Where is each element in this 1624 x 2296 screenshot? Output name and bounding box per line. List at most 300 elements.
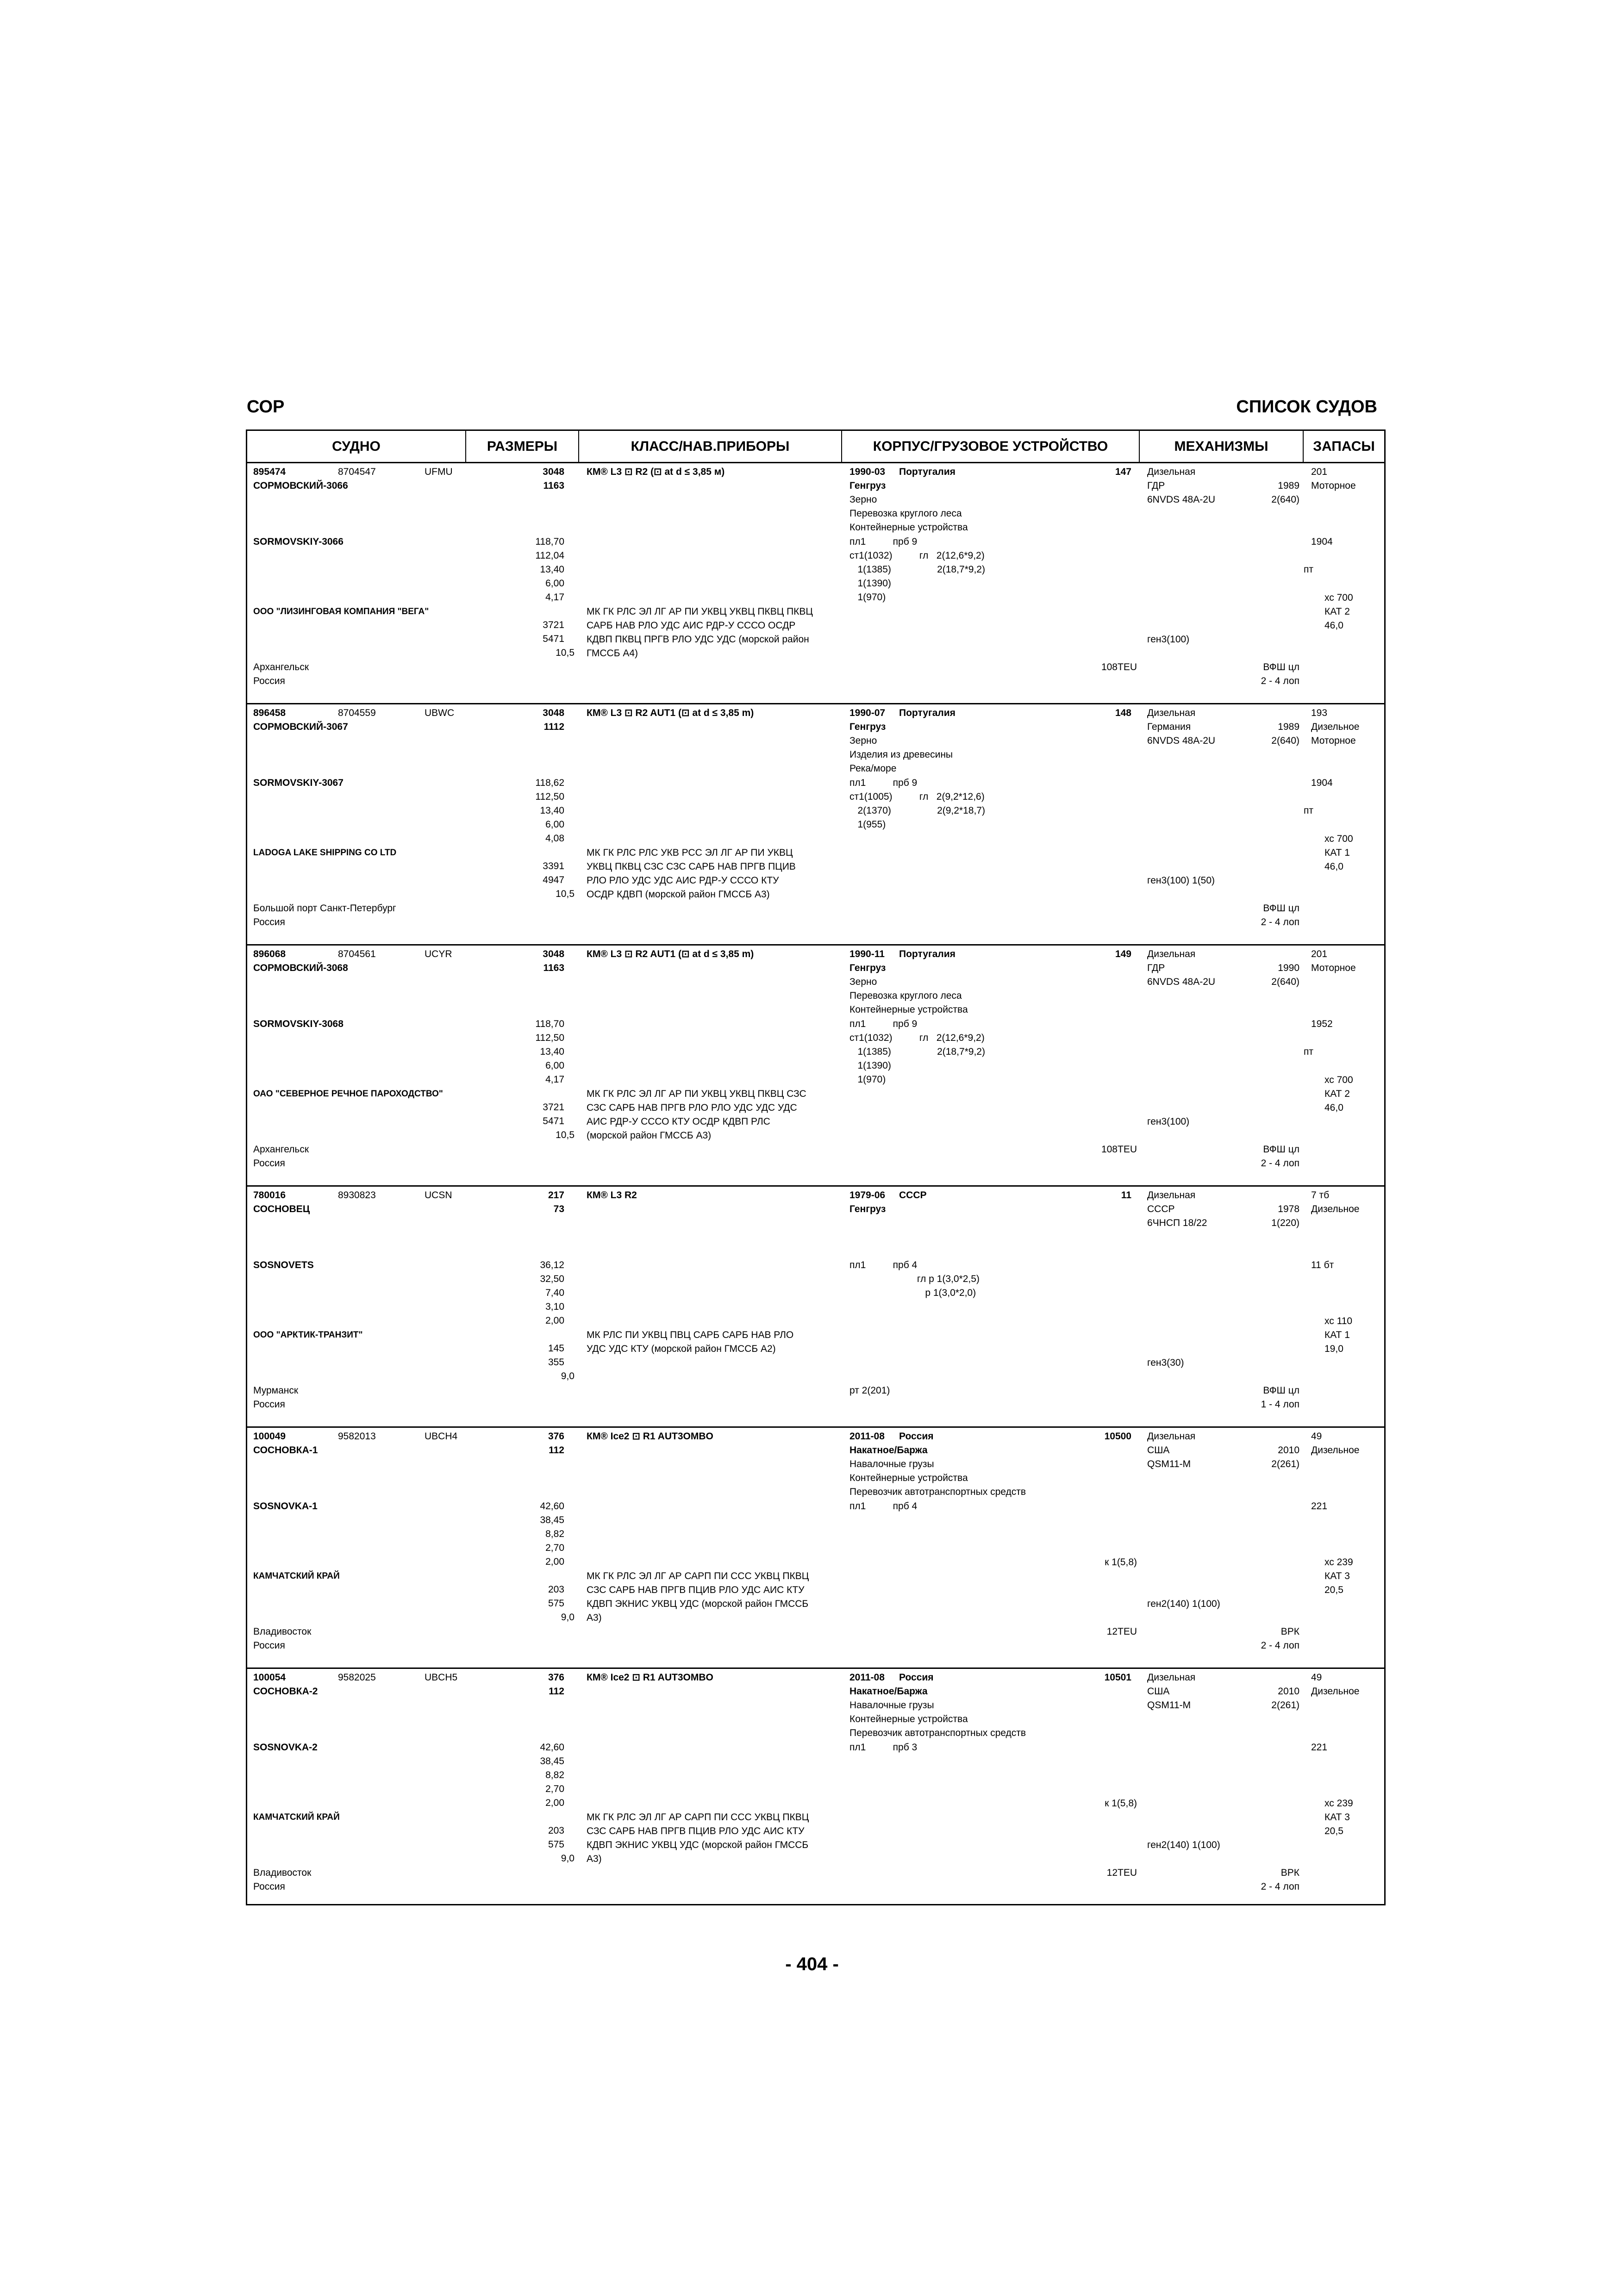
fuel-type: Дизельное [1311, 722, 1360, 732]
dims-block [466, 776, 564, 846]
text-line: Зерно [849, 735, 877, 746]
supply-4: КАТ 2 [1324, 606, 1350, 617]
text-line: МК ГК РЛС РЛС УКВ РСС ЭЛ ЛГ АР ПИ УКВЦ [587, 847, 793, 858]
tonnage-block [466, 1824, 564, 1852]
hull-type: Накатное/Баржа [849, 1686, 928, 1697]
text-line: 1(1390) [849, 578, 891, 589]
text-line: Контейнерные устройства [849, 1473, 968, 1483]
class-notation: КМ® Ice2 ⊡ R1 AUT3OMBO [587, 1431, 713, 1442]
supply-3: хс 700 [1324, 592, 1353, 603]
text-line: QSM11-M [1147, 1459, 1191, 1469]
text-line: Контейнерные устройства [849, 1004, 968, 1015]
text-line: 4,17 [545, 1074, 564, 1085]
text-line: Дизельная [1147, 949, 1196, 959]
text-line: 575 [548, 1839, 564, 1850]
supply-5: 19,0 [1324, 1344, 1343, 1354]
text-line: 1(1390) [849, 1060, 891, 1071]
country: Россия [253, 1158, 285, 1169]
speed: 10,5 [556, 1130, 575, 1140]
fuel-capacity: 49 [1311, 1672, 1322, 1683]
supply-2: пт [1304, 1046, 1313, 1057]
text-line: 6,00 [545, 578, 564, 589]
supply-1: 221 [1311, 1501, 1328, 1512]
text-line: 8,82 [545, 1529, 564, 1539]
text-line: Дизельная [1147, 467, 1196, 477]
supply-4: КАТ 1 [1324, 1330, 1350, 1340]
tonnage-block [466, 1342, 564, 1369]
text-line: Навалочные грузы [849, 1700, 934, 1711]
port: Владивосток [253, 1867, 312, 1878]
country: Россия [253, 917, 285, 927]
fuel-type: Моторное [1311, 480, 1356, 491]
text-line: КДВП ЭКНИС УКВЦ УДС (морской район ГМССБ [587, 1599, 809, 1609]
cargo-info [849, 1699, 1026, 1740]
text-line: 203 [548, 1584, 564, 1595]
text-line: 7,40 [545, 1288, 564, 1298]
text-line: 3721 [543, 620, 564, 630]
text-line: пл1 прб 9 [849, 1019, 918, 1029]
text-line: А3) [587, 1854, 602, 1864]
text-line: СЗС САРБ НАВ ПРГВ РЛО РЛО УДС УДС УДС [587, 1102, 797, 1113]
call-sign: UBWC [425, 708, 455, 718]
text-line: Зерно [849, 977, 877, 987]
text-line: СССР [1147, 1204, 1175, 1214]
table-header [247, 431, 1384, 463]
text-line: пл1 прб 9 [849, 778, 918, 788]
generators: ген3(100) [1147, 1116, 1190, 1127]
call-sign: UBCH4 [425, 1431, 458, 1442]
text-line: 118,70 [535, 536, 564, 547]
ship-name-en: SORMOVSKIY-3068 [253, 1019, 344, 1029]
text-line: УДС УДС КТУ (морской район ГМССБ А2) [587, 1344, 776, 1354]
country: Россия [253, 1881, 285, 1892]
project-number: 10500 [1104, 1431, 1131, 1442]
text-line: КДВП ПКВЦ ПРГВ РЛО УДС УДС (морской район [587, 634, 809, 645]
teu-capacity: 108TEU [1101, 662, 1137, 672]
engine-power: 2(640) [1271, 735, 1299, 746]
deadweight: 376 [548, 1672, 564, 1683]
speed: 9,0 [561, 1371, 575, 1381]
engine-power: 1(220) [1271, 1218, 1299, 1228]
text-line: пл1 прб 9 [849, 536, 918, 547]
dims-block [466, 1258, 564, 1328]
call-sign: UFMU [425, 467, 453, 477]
nav-equipment [587, 1087, 806, 1143]
page-header-right: СПИСОК СУДОВ [1236, 397, 1377, 417]
engine-year: 1989 [1278, 722, 1299, 732]
ship-record [247, 463, 1384, 704]
deadweight: 376 [548, 1431, 564, 1442]
country: Россия [253, 676, 285, 686]
text-line: 2,70 [545, 1784, 564, 1794]
text-line: Изделия из древесины [849, 749, 953, 760]
build-country: СССР [899, 1190, 927, 1201]
text-line: СЗС САРБ НАВ ПРГВ ПЦИВ РЛО УДС АИС КТУ [587, 1585, 805, 1595]
engine-power: 2(640) [1271, 494, 1299, 505]
text-line: Навалочные грузы [849, 1459, 934, 1469]
text-line: 6,00 [545, 819, 564, 830]
col-header-machinery: МЕХАНИЗМЫ [1140, 431, 1304, 462]
propeller: ВРК [1280, 1867, 1299, 1878]
supply-1: 1952 [1311, 1019, 1333, 1029]
text-line: САРБ НАВ РЛО УДС АИС РДР-У СССО ОСДР [587, 620, 796, 631]
tonnage-block [466, 1583, 564, 1611]
crane-info: к 1(5,8) [1105, 1798, 1137, 1809]
owner: ООО "АРКТИК-ТРАНЗИТ" [253, 1330, 363, 1340]
teu-capacity: 108TEU [1101, 1144, 1137, 1155]
class-notation: КМ® Ice2 ⊡ R1 AUT3OMBO [587, 1672, 713, 1683]
generators: ген3(30) [1147, 1357, 1184, 1368]
text-line: пл1 прб 4 [849, 1501, 918, 1512]
gross-tonnage: 1163 [543, 963, 564, 973]
teu-capacity: 12TEU [1106, 1626, 1137, 1637]
project-number: 11 [1121, 1190, 1131, 1201]
text-line: 145 [548, 1343, 564, 1354]
hull-type: Генгруз [849, 1204, 886, 1214]
fuel-type: Моторное [1311, 963, 1356, 973]
text-line: гл р 1(3,0*2,5) [849, 1274, 980, 1284]
text-line: 2,70 [545, 1543, 564, 1553]
port: Архангельск [253, 662, 309, 672]
cargo-info [849, 1457, 1026, 1499]
hold-info [849, 1741, 917, 1755]
ship-name-en: SORMOVSKIY-3066 [253, 536, 344, 547]
owner: ООО "ЛИЗИНГОВАЯ КОМПАНИЯ "ВЕГА" [253, 607, 429, 616]
propeller-blades: 2 - 4 лоп [1261, 676, 1299, 686]
text-line: ГМССБ А4) [587, 648, 638, 659]
build-date: 1990-07 [849, 708, 886, 718]
text-line: 3,10 [545, 1301, 564, 1312]
text-line: 6NVDS 48A-2U [1147, 494, 1216, 505]
engine-year: 2010 [1278, 1445, 1299, 1456]
text-line: 2,00 [545, 1556, 564, 1567]
text-line: А3) [587, 1612, 602, 1623]
text-line: 42,60 [540, 1501, 564, 1512]
nav-equipment [587, 1811, 809, 1866]
text-line: 6,00 [545, 1060, 564, 1071]
ship-name-ru: СОРМОВСКИЙ-3068 [253, 963, 348, 973]
propeller: ВРК [1280, 1626, 1299, 1637]
imo-number: 8704559 [338, 708, 376, 718]
text-line: Дизельная [1147, 1672, 1196, 1683]
text-line: 355 [548, 1357, 564, 1368]
crane-info: рт 2(201) [849, 1385, 890, 1396]
engine-power: 2(261) [1271, 1700, 1299, 1711]
text-line: 203 [548, 1825, 564, 1836]
supply-3: хс 110 [1324, 1316, 1353, 1326]
imo-number: 9582013 [338, 1431, 376, 1442]
ship-record [247, 1428, 1384, 1669]
build-country: Португалия [899, 467, 956, 477]
ship-name-ru: СОСНОВКА-2 [253, 1686, 318, 1697]
text-line: 4,17 [545, 592, 564, 603]
propeller: ВФШ цл [1263, 1144, 1299, 1155]
generators: ген2(140) 1(100) [1147, 1840, 1220, 1850]
text-line: 118,70 [535, 1019, 564, 1029]
reg-number: 100049 [253, 1431, 286, 1442]
ship-name-en: SORMOVSKIY-3067 [253, 778, 344, 788]
imo-number: 8704547 [338, 467, 376, 477]
fuel-capacity: 7 тб [1311, 1190, 1330, 1201]
text-line: Перевозчик автотранспортных средств [849, 1487, 1026, 1497]
text-line: 112,50 [535, 1033, 564, 1043]
text-line: Контейнерные устройства [849, 1714, 968, 1724]
fuel-type-2: Моторное [1311, 735, 1356, 746]
text-line: 6NVDS 48A-2U [1147, 977, 1216, 987]
country: Россия [253, 1399, 285, 1410]
nav-equipment [587, 1328, 793, 1356]
text-line: 13,40 [540, 1046, 564, 1057]
supply-2: пт [1304, 805, 1313, 816]
dims-block [466, 1017, 564, 1087]
port: Большой порт Санкт-Петербург [253, 903, 396, 914]
text-line: МК ГК РЛС ЭЛ ЛГ АР САРП ПИ ССС УКВЦ ПКВЦ [587, 1571, 809, 1581]
fuel-type: Дизельное [1311, 1686, 1360, 1697]
reg-number: 896068 [253, 949, 286, 959]
text-line: 3721 [543, 1102, 564, 1113]
text-line: 3391 [543, 861, 564, 871]
build-country: Россия [899, 1431, 934, 1442]
propeller-blades: 2 - 4 лоп [1261, 917, 1299, 927]
text-line: р 1(3,0*2,0) [849, 1288, 976, 1298]
col-header-class: КЛАСС/НАВ.ПРИБОРЫ [579, 431, 842, 462]
text-line: 1(955) [849, 819, 886, 830]
class-notation: КМ® L3 ⊡ R2 AUT1 (⊡ at d ≤ 3,85 m) [587, 949, 754, 959]
text-line: Перевозка круглого леса [849, 508, 962, 519]
text-line: 2(1370) 2(9,2*18,7) [849, 805, 985, 816]
text-line: 118,62 [535, 778, 564, 788]
reg-number: 100054 [253, 1672, 286, 1683]
text-line: 36,12 [540, 1260, 564, 1270]
text-line: 2,00 [545, 1798, 564, 1808]
call-sign: UBCH5 [425, 1672, 458, 1683]
supply-3: хс 239 [1324, 1798, 1353, 1809]
dims-block [466, 535, 564, 604]
records-container [247, 463, 1384, 1904]
reg-number: 896458 [253, 708, 286, 718]
text-line: Германия [1147, 722, 1191, 732]
cargo-info [849, 493, 968, 535]
text-line: 13,40 [540, 805, 564, 816]
class-notation: КМ® L3 ⊡ R2 (⊡ at d ≤ 3,85 м) [587, 467, 725, 477]
generators: ген2(140) 1(100) [1147, 1599, 1220, 1609]
text-line: QSM11-M [1147, 1700, 1191, 1711]
project-number: 147 [1115, 467, 1131, 477]
call-sign: UCSN [425, 1190, 452, 1201]
fuel-capacity: 49 [1311, 1431, 1322, 1442]
col-header-dimensions: РАЗМЕРЫ [466, 431, 579, 462]
port: Архангельск [253, 1144, 309, 1155]
generators: ген3(100) 1(50) [1147, 875, 1215, 886]
owner: ОАО "СЕВЕРНОЕ РЕЧНОЕ ПАРОХОДСТВО" [253, 1089, 443, 1099]
text-line: 38,45 [540, 1515, 564, 1525]
build-date: 1990-11 [849, 949, 885, 959]
text-line: 13,40 [540, 564, 564, 575]
dims-block [466, 1500, 564, 1569]
text-line: 1(970) [849, 1074, 886, 1085]
text-line: ст1(1032) гл 2(12,6*9,2) [849, 550, 985, 561]
text-line: США [1147, 1445, 1170, 1456]
ship-record [247, 1187, 1384, 1428]
deadweight: 3048 [543, 467, 564, 477]
build-country: Россия [899, 1672, 934, 1683]
engine-power: 2(261) [1271, 1459, 1299, 1469]
engine-info [1147, 465, 1215, 507]
text-line: Контейнерные устройства [849, 522, 968, 533]
text-line: РЛО РЛО УДС УДС АИС РДР-У СССО КТУ [587, 875, 779, 886]
ship-name-en: SOSNOVETS [253, 1260, 314, 1270]
owner: LADOGA LAKE SHIPPING CO LTD [253, 848, 397, 858]
propeller-blades: 1 - 4 лоп [1261, 1399, 1299, 1410]
text-line: США [1147, 1686, 1170, 1697]
supply-1: 1904 [1311, 536, 1333, 547]
hull-type: Генгруз [849, 722, 886, 732]
text-line: Дизельная [1147, 1190, 1196, 1201]
propeller-blades: 2 - 4 лоп [1261, 1158, 1299, 1169]
text-line: СЗС САРБ НАВ ПРГВ ПЦИВ РЛО УДС АИС КТУ [587, 1826, 805, 1836]
supply-1: 221 [1311, 1742, 1328, 1753]
propeller: ВФШ цл [1263, 662, 1299, 672]
engine-info [1147, 706, 1215, 748]
country: Россия [253, 1640, 285, 1651]
col-header-hull: КОРПУС/ГРУЗОВОЕ УСТРОЙСТВО [842, 431, 1140, 462]
ship-name-en: SOSNOVKA-1 [253, 1501, 318, 1512]
build-date: 2011-08 [849, 1431, 885, 1442]
text-line: ГДР [1147, 963, 1165, 973]
dims-block [466, 1741, 564, 1810]
text-line: 4,08 [545, 833, 564, 844]
ship-name-ru: СОСНОВКА-1 [253, 1445, 318, 1456]
propeller-blades: 2 - 4 лоп [1261, 1640, 1299, 1651]
text-line: Зерно [849, 494, 877, 505]
text-line: ст1(1032) гл 2(12,6*9,2) [849, 1033, 985, 1043]
text-line: Дизельная [1147, 708, 1196, 718]
fuel-type: Дизельное [1311, 1204, 1360, 1214]
text-line: пл1 прб 4 [849, 1260, 918, 1270]
supply-4: КАТ 2 [1324, 1089, 1350, 1099]
gross-tonnage: 1163 [543, 480, 564, 491]
cargo-info [849, 734, 953, 776]
project-number: 10501 [1104, 1672, 1131, 1683]
imo-number: 8930823 [338, 1190, 376, 1201]
reg-number: 780016 [253, 1190, 286, 1201]
col-header-ship: СУДНО [247, 431, 466, 462]
hold-info [849, 1258, 980, 1300]
supply-5: 46,0 [1324, 1102, 1343, 1113]
supply-5: 46,0 [1324, 861, 1343, 872]
text-line: 6ЧНСП 18/22 [1147, 1218, 1207, 1228]
hull-type: Генгруз [849, 963, 886, 973]
project-number: 149 [1115, 949, 1131, 959]
text-line: 32,50 [540, 1274, 564, 1284]
text-line: 6NVDS 48A-2U [1147, 735, 1216, 746]
text-line: МК ГК РЛС ЭЛ ЛГ АР ПИ УКВЦ УКВЦ ПКВЦ ПКВЦ [587, 606, 813, 617]
text-line: Перевозчик автотранспортных средств [849, 1728, 1026, 1738]
call-sign: UCYR [425, 949, 452, 959]
build-date: 1990-03 [849, 467, 886, 477]
ship-name-en: SOSNOVKA-2 [253, 1742, 318, 1753]
supply-4: КАТ 3 [1324, 1571, 1350, 1581]
build-date: 1979-06 [849, 1190, 886, 1201]
supply-3: хс 239 [1324, 1557, 1353, 1568]
tonnage-block [466, 1101, 564, 1128]
gross-tonnage: 73 [553, 1204, 564, 1214]
text-line: 38,45 [540, 1756, 564, 1767]
imo-number: 8704561 [338, 949, 376, 959]
supply-2: пт [1304, 564, 1313, 575]
text-line: УКВЦ ПКВЦ СЗС СЗС САРБ НАВ ПРГВ ПЦИВ [587, 861, 796, 872]
engine-info [1147, 1188, 1207, 1230]
engine-year: 1990 [1278, 963, 1299, 973]
owner: КАМЧАТСКИЙ КРАЙ [253, 1812, 340, 1822]
nav-equipment [587, 846, 796, 902]
supply-4: КАТ 3 [1324, 1812, 1350, 1823]
class-notation: КМ® L3 ⊡ R2 AUT1 (⊡ at d ≤ 3,85 m) [587, 708, 754, 718]
class-notation: КМ® L3 R2 [587, 1190, 637, 1201]
cargo-info [849, 975, 968, 1017]
text-line: МК РЛС ПИ УКВЦ ПВЦ САРБ САРБ НАВ РЛО [587, 1330, 794, 1340]
nav-equipment [587, 605, 813, 660]
engine-power: 2(640) [1271, 977, 1299, 987]
text-line: МК ГК РЛС ЭЛ ЛГ АР ПИ УКВЦ УКВЦ ПКВЦ СЗС [587, 1089, 806, 1099]
project-number: 148 [1115, 708, 1131, 718]
generators: ген3(100) [1147, 634, 1190, 645]
supply-1: 1904 [1311, 778, 1333, 788]
text-line: ОСДР КДВП (морской район ГМССБ А3) [587, 889, 770, 900]
speed: 9,0 [561, 1612, 575, 1623]
port: Владивосток [253, 1626, 312, 1637]
text-line: КДВП ЭКНИС УКВЦ УДС (морской район ГМССБ [587, 1840, 809, 1850]
text-line: ст1(1005) гл 2(9,2*12,6) [849, 791, 985, 802]
nav-equipment [587, 1569, 809, 1625]
text-line: 2,00 [545, 1315, 564, 1326]
supply-4: КАТ 1 [1324, 847, 1350, 858]
fuel-capacity: 193 [1311, 708, 1328, 718]
supply-5: 20,5 [1324, 1585, 1343, 1595]
reg-number: 895474 [253, 467, 286, 477]
supply-3: хс 700 [1324, 834, 1353, 844]
ship-name-ru: СОСНОВЕЦ [253, 1204, 310, 1214]
teu-capacity: 12TEU [1106, 1867, 1137, 1878]
text-line: пл1 прб 3 [849, 1742, 918, 1753]
build-country: Португалия [899, 708, 956, 718]
engine-year: 2010 [1278, 1686, 1299, 1697]
hold-info [849, 776, 985, 832]
crane-info: к 1(5,8) [1105, 1557, 1137, 1568]
page-number: - 404 - [785, 1954, 839, 1974]
engine-year: 1989 [1278, 480, 1299, 491]
supply-1: 11 бт [1311, 1260, 1334, 1270]
supply-3: хс 700 [1324, 1075, 1353, 1085]
port: Мурманск [253, 1385, 299, 1396]
text-line: 42,60 [540, 1742, 564, 1753]
gross-tonnage: 112 [549, 1686, 564, 1697]
owner: КАМЧАТСКИЙ КРАЙ [253, 1571, 340, 1581]
text-line: 8,82 [545, 1770, 564, 1780]
hold-info [849, 1500, 917, 1513]
text-line: 1(1385) 2(18,7*9,2) [849, 564, 985, 575]
engine-info [1147, 1671, 1195, 1712]
text-line: 1(970) [849, 592, 886, 603]
propeller: ВФШ цл [1263, 903, 1299, 914]
fuel-capacity: 201 [1311, 949, 1328, 959]
ship-record [247, 704, 1384, 946]
speed: 10,5 [556, 647, 575, 658]
text-line: 5471 [543, 1116, 564, 1126]
supply-5: 46,0 [1324, 620, 1343, 631]
deadweight: 217 [548, 1190, 564, 1201]
ship-record [247, 946, 1384, 1187]
